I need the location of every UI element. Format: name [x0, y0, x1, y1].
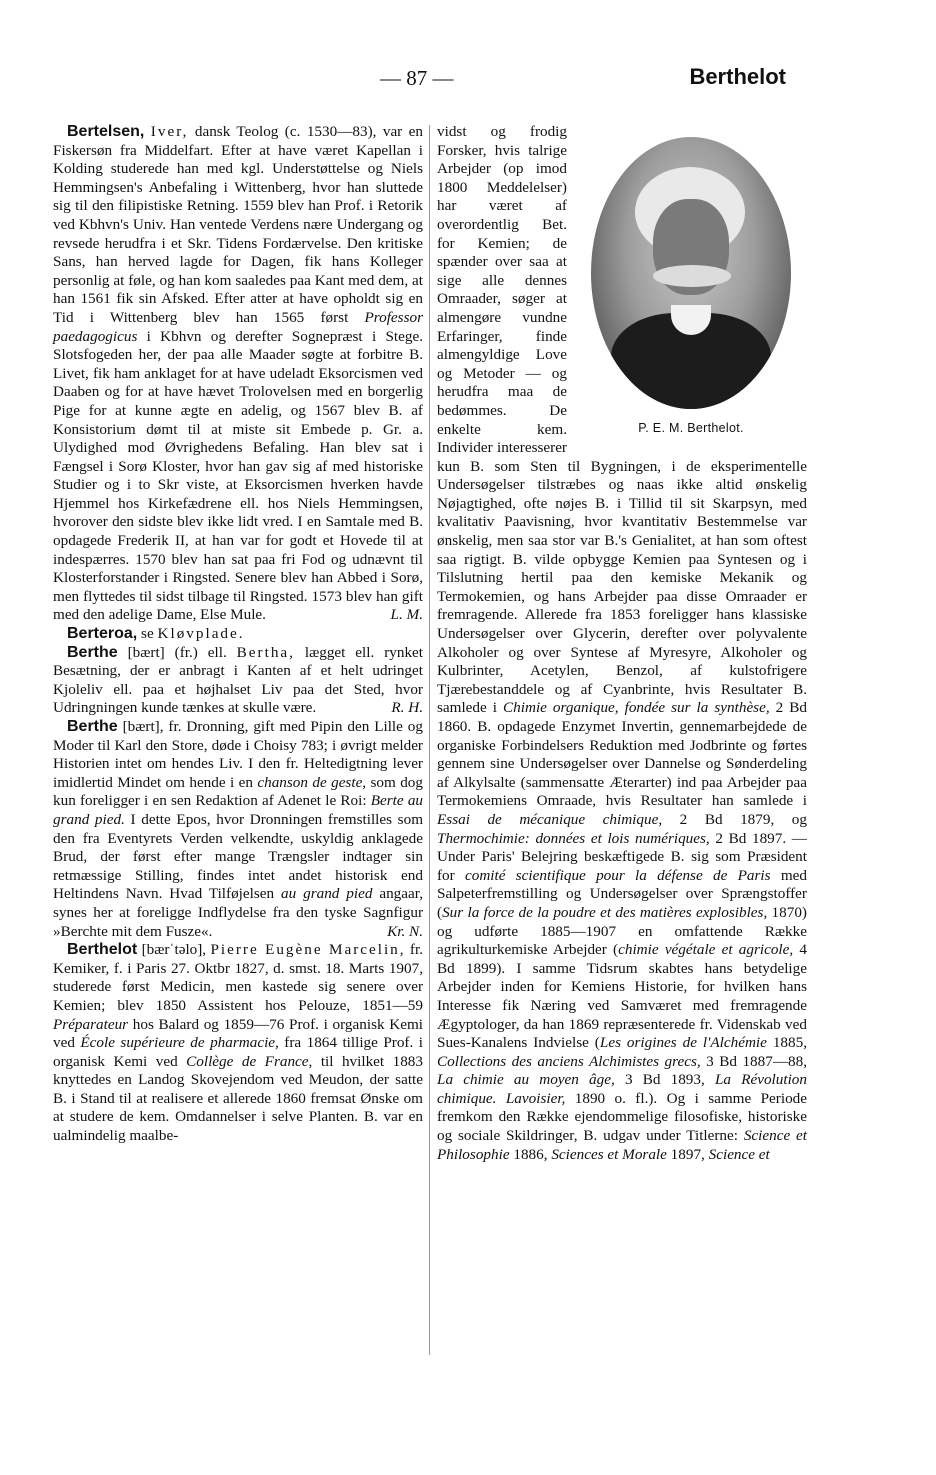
italic-text: comité scientifique pour la défense de Paris [465, 866, 771, 884]
entry-text: 1890 o. fl.). Og i samme Periode fremkom den Række ejendommelige filosofiske, historiske og sociale Skildringer, B. udgav under Titlerne: [437, 1089, 807, 1145]
entry-text: se [137, 625, 158, 643]
italic-text: La Révolution chimique. Lavoisier, [437, 1071, 807, 1107]
pronunciation: [bærˈtəlo], [137, 941, 211, 959]
spaced-text: Pierre Eugène Marcelin, [210, 941, 406, 959]
headword: Berthe [67, 643, 118, 661]
entry-text: 1885, [766, 1034, 808, 1052]
entry-text: hos Balard og 1859—76 Prof. i organisk Kemi ved [53, 1015, 423, 1052]
italic-text: Science et Philosophie [437, 1127, 807, 1163]
entry-berthelot [53, 941, 423, 1146]
entry-text: 2 Bd 1879, og [662, 810, 807, 828]
italic-text: Thermochimie: données et lois numériques, [437, 829, 710, 847]
given-name: Iver, [150, 123, 189, 140]
headword: Berteroa, [67, 625, 138, 643]
entry-text: 2 Bd 1860. B. opdagede Enzymet Invertin, gennemarbejdede de organiske Forbindelsers Reduktion med Jodbrinte og førtes gennem sine Undersøgelser over Dannelse og Sønderdeling af Alkylsalte (sammensatte Æterarter) ind paa Arbejder paa Termokemiens Omraade, hvis Resultater han samlede i [437, 699, 807, 810]
entry-text: dansk Teolog (c. 1530—83), var en Fiskersøn fra Middelfart. Efter at have været Kapellan i Kolding studerede han med kgl. Understøttelse og Niels Hemmingsen's Anbefaling i Wittenberg, hvor han sluttede sig til den filipistiske Retning. 1559 blev han Prof. i Retorik ved Kbhvn's Univ. Han ventede Verdens nære Undergang og revsede herudfra i et Skr. Tidens Fordærvelse. Den kritiske Sans, han herved lagde for Dagen, fik hans Kolleger personlig at føle, og han kom saaledes paa Kant med dem, at han 1561 fik sin Afsked. Efter atter at have opholdt sig en Tid i Wittenberg blev han 1565 først [53, 123, 423, 326]
entry-text: 1870) og udførte 1885—1907 en omfattende Række agrikulturkemiske Arbejder ( [437, 903, 807, 959]
entry-berteroa [53, 625, 423, 644]
entry-text: 1886, [509, 1145, 552, 1163]
headword: Berthelot [67, 941, 138, 959]
entry-text: 1897, [666, 1145, 709, 1163]
entry-text: som dog kun foreligger i en sen Redaktion af Adenet le Roi: [53, 773, 423, 810]
italic-text: chanson de geste, [257, 773, 367, 791]
entry-text: 2 Bd 1897. — Under Paris' Belejring beskæftigede B. sig som Præsident for [437, 829, 807, 884]
italic-text: Berte au grand pied. [53, 792, 424, 828]
figure-caption: P. E. M. Berthelot. [638, 421, 744, 435]
entry-text: [bært] (fr.) ell. [117, 643, 237, 661]
entry-text: angaar, synes her at foreligge Indflydelse fra den tyske Sagnfigur »Berchte mit dem Fusze«. [53, 885, 423, 940]
page-header [0, 66, 936, 100]
spaced-text: Bertha, [236, 643, 295, 661]
italic-text: Professor paedagogicus [53, 308, 423, 345]
entry-text: I dette Epos, hvor Dronningen fremstilles som den fra Eventyrets Verden velkendte, uskyldig anklagede Brud, der først efter mange Trængsler indtager sin retmæssige Stilling, findes intet andet historisk end Heltindens Navn. Hvad Tilføjelsen [53, 810, 424, 903]
author-signature: Kr. N. [387, 922, 423, 940]
running-head: Berthelot [689, 64, 786, 89]
column-divider [429, 125, 430, 1355]
entry-bertelsen [53, 123, 423, 625]
italic-text: Les origines de l'Alchémie [599, 1034, 767, 1052]
entry-berthe-2 [53, 718, 423, 941]
italic-text: Science et [708, 1145, 770, 1163]
italic-text: au grand pied [281, 885, 373, 903]
headword: Bertelsen, [67, 123, 145, 140]
entry-text: 3 Bd 1893, [614, 1071, 715, 1089]
entry-text: lægget ell. rynket Besætning, der er anbragt i Kanten af et helt udringet Kjoleliv ell. paa et højhalset Liv paa det Sted, hvor Udringningen kunde tænkes at skulle være. [53, 643, 423, 717]
entry-text: i Kbhvn og derefter Sognepræst i Stege. Slotsfogeden her, der paa alle Maader søgte at forbitre B. Livet, fik ham anklaget for at have udeladt Eksorcismen ved Daaben og for at have hævet Trolovelsen med en borgerlig Pige for at kunne ægte en adelig, og 1567 blev B. af Konsistorium dømt til at miste sit Embede p. Gr. a. Ulydighed mod Øvrighedens Befaling. Han blev sat i Fængsel i Sorø Kloster, hvor han gav sig af med historiske Studier og i to Skr viste, at Eksorcismen hverken havde Hjemmel hos Kirkefædrene ell. hos Niels Hemmingsen, hvorover den sidste blev ikke lidt vred. I en Samtale med B. opdagede Frederik II, at han var for godt et Hovede til at indespærres. 1570 blev han sat paa fri Fod og udnævnt til Klosterforstander i Ringsted. Senere blev han Abbed i Sorø, men flyttedes til sidst tilbage til Ringsted. 1573 blev han gift med den adelige Dame, Else Mule. [53, 327, 423, 624]
author-signature: L. M. [390, 606, 423, 624]
portrait-figure [575, 133, 807, 438]
entry-text: fra 1864 tillige Prof. i organisk Kemi ved [53, 1034, 423, 1070]
entry-text: fr. Kemiker, f. i Paris 27. Oktbr 1827, d. smst. 18. Marts 1907, studerede først Medicin, men kastede sig senere over Kemien; blev 1850 Assistent hos Pelouze, 1851—59 [53, 941, 423, 1014]
italic-text: Préparateur [53, 1015, 129, 1033]
italic-text: chimie végétale et agricole, [618, 941, 794, 959]
italic-text: Collège de France, [186, 1052, 313, 1070]
entry-text: 4 Bd 1899). I samme Tidsrum skabtes hans betydelige Arbejder inden for Kemiens Historie, for hvilken hans Interesse fik Næring ved Samværet med fremragende Ægyptologer, da han 1869 repræsenterede fr. Videnskab ved Sues-Kanalens Indvielse ( [437, 941, 808, 1052]
entry-text: vidst og frodig Forsker, hvis talrige Arbejder (op imod 1800 Meddelelser) har været af overordentlig Bet. for Kemien; de spænder over saa at sige alle dennes Omraader, søger at almengøre vundne Erfaringer, finde almengyldige Love og Metoder — og herudfra maa de bedømmes. De enkelte kem. Individer interesserer kun B. som Sten til Bygningen, i de eksperimentelle Undersøgelser tilstræbes og naas ikke altid ønskelig Nøjagtighed, ofte nøjes B. i Tillid til sit Skarpsyn, med kvalitativ Paavisning, hvor kvantitativ Bestemmelse var ønskelig, men saa stor var B.'s Genialitet, at han som oftest saa rigtigt. B. vilde opbygge Kemien paa Syntesen og i Tilslutning hertil paa den kemiske Mekanik og Termokemien, og hans Arbejder paa disse Omraader er fremragende. Allerede fra 1853 foreligger hans klassiske Undersøgelser over Glycerin, derefter over polyvalente Alkoholer og over Syntese af Myresyre, Alkoholer og Kulbrinter, Acetylen, Benzol, af kulstofrigere Tjærebestanddele og af Cyanbrinte, hvis Resultater B. samlede i [437, 123, 807, 717]
berthelot-portrait-image [591, 137, 791, 409]
portrait-moustache [653, 265, 731, 287]
entry-text: til hvilket 1883 knyttedes en Landog Skovejendom ved Meudon, der satte B. i Stand til at realisere et allerede 1860 fremsat Ønske om at studere de kem. Omdannelser i selve Planten. B. var en ualmindelig maalbe- [53, 1052, 423, 1145]
italic-text: La chimie au moyen âge, [437, 1071, 615, 1089]
italic-text: Chimie organique, fondée sur la synthèse, [503, 699, 770, 717]
cross-reference: Kløvplade. [157, 625, 245, 643]
entry-text: [bært], fr. Dronning, gift med Pipin den Lille og Moder til Karl den Store, døde i Choisy 783; i øvrigt melder Historien intet om hendes Liv. I den fr. Heltedigtning lever imidlertid Mindet om hende i en [53, 718, 423, 791]
entry-text: 3 Bd 1887—88, [700, 1052, 807, 1070]
right-column [437, 123, 807, 1164]
headword: Berthe [67, 718, 118, 735]
author-signature: R. H. [391, 699, 423, 717]
entry-berthe-1 [53, 644, 423, 718]
italic-text: Sur la force de la poudre et des matières explosibles, [442, 903, 768, 921]
italic-text: Essai de mécanique chimique, [437, 810, 663, 828]
italic-text: Collections des anciens Alchimistes grecs, [437, 1052, 701, 1070]
page-number: — 87 — [380, 66, 454, 90]
left-column [53, 123, 423, 1146]
italic-text: École supérieure de pharmacie, [80, 1034, 279, 1052]
italic-text: Sciences et Morale [551, 1145, 667, 1163]
entry-text: med Salpeterfremstilling og Undersøgelser over Sprængstoffer ( [437, 866, 807, 921]
